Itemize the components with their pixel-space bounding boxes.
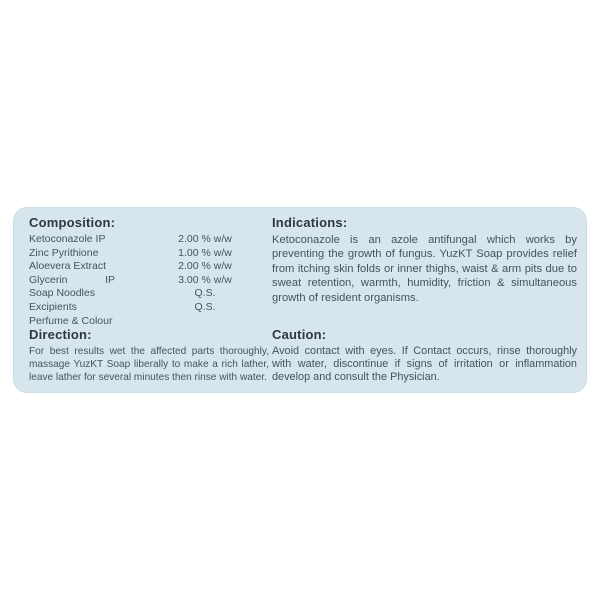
ingredient-name: Aloevera Extract (29, 260, 107, 273)
caution-text: Avoid contact with eyes. If Contact occurs, rinse thoroughly with water, discontinue if signs of irritation or inflammation develop and consult the Physician. (272, 345, 577, 384)
caution-heading: Caution: (272, 327, 327, 342)
ingredient-value: 1.00 % w/w (178, 246, 232, 259)
direction-heading: Direction: (29, 327, 92, 342)
ingredient-name: Ketoconazole IP (29, 233, 106, 245)
table-row (29, 301, 269, 315)
indications-section (272, 215, 577, 305)
label-panel (13, 207, 587, 393)
caution-section (272, 327, 577, 385)
ingredient-name: Perfume & Colour (29, 314, 113, 327)
table-row (29, 247, 269, 261)
ingredient-value: 2.00 % w/w (178, 233, 232, 245)
composition-section (29, 215, 269, 328)
ingredient-name (29, 274, 115, 288)
ingredient-value: Q.S. (194, 300, 216, 313)
ingredient-name: Excipients (29, 300, 77, 313)
table-row (29, 233, 269, 247)
ingredient-name: Zinc Pyrithione (29, 246, 99, 259)
composition-heading: Composition: (29, 215, 116, 230)
ingredient-value: Q.S. (194, 287, 216, 300)
direction-text: For best results wet the affected parts thoroughly, massage YuzKT Soap liberally to make a rich lather, leave lather for several minutes then rinse with water. (29, 346, 269, 383)
table-row (29, 287, 269, 301)
table-row (29, 274, 269, 288)
ingredient-value: 3.00 % w/w (178, 273, 232, 286)
direction-section (29, 327, 269, 384)
indications-text: Ketoconazole is an azole antifungal which works by preventing the growth of fungus. YuzKT Soap provides relief from itching skin folds or inner thighs, waist & arm pits due to sweat retention, warmth, humidity, friction & simultaneous growth of resident organisms. (272, 234, 577, 304)
ingredient-name-part: IP (105, 273, 115, 286)
indications-heading: Indications: (272, 215, 348, 230)
table-row (29, 260, 269, 274)
composition-table (29, 233, 269, 328)
ingredient-name-part: Glycerin (29, 273, 68, 286)
ingredient-value: 2.00 % w/w (178, 260, 232, 273)
ingredient-name: Soap Noodles (29, 287, 95, 300)
